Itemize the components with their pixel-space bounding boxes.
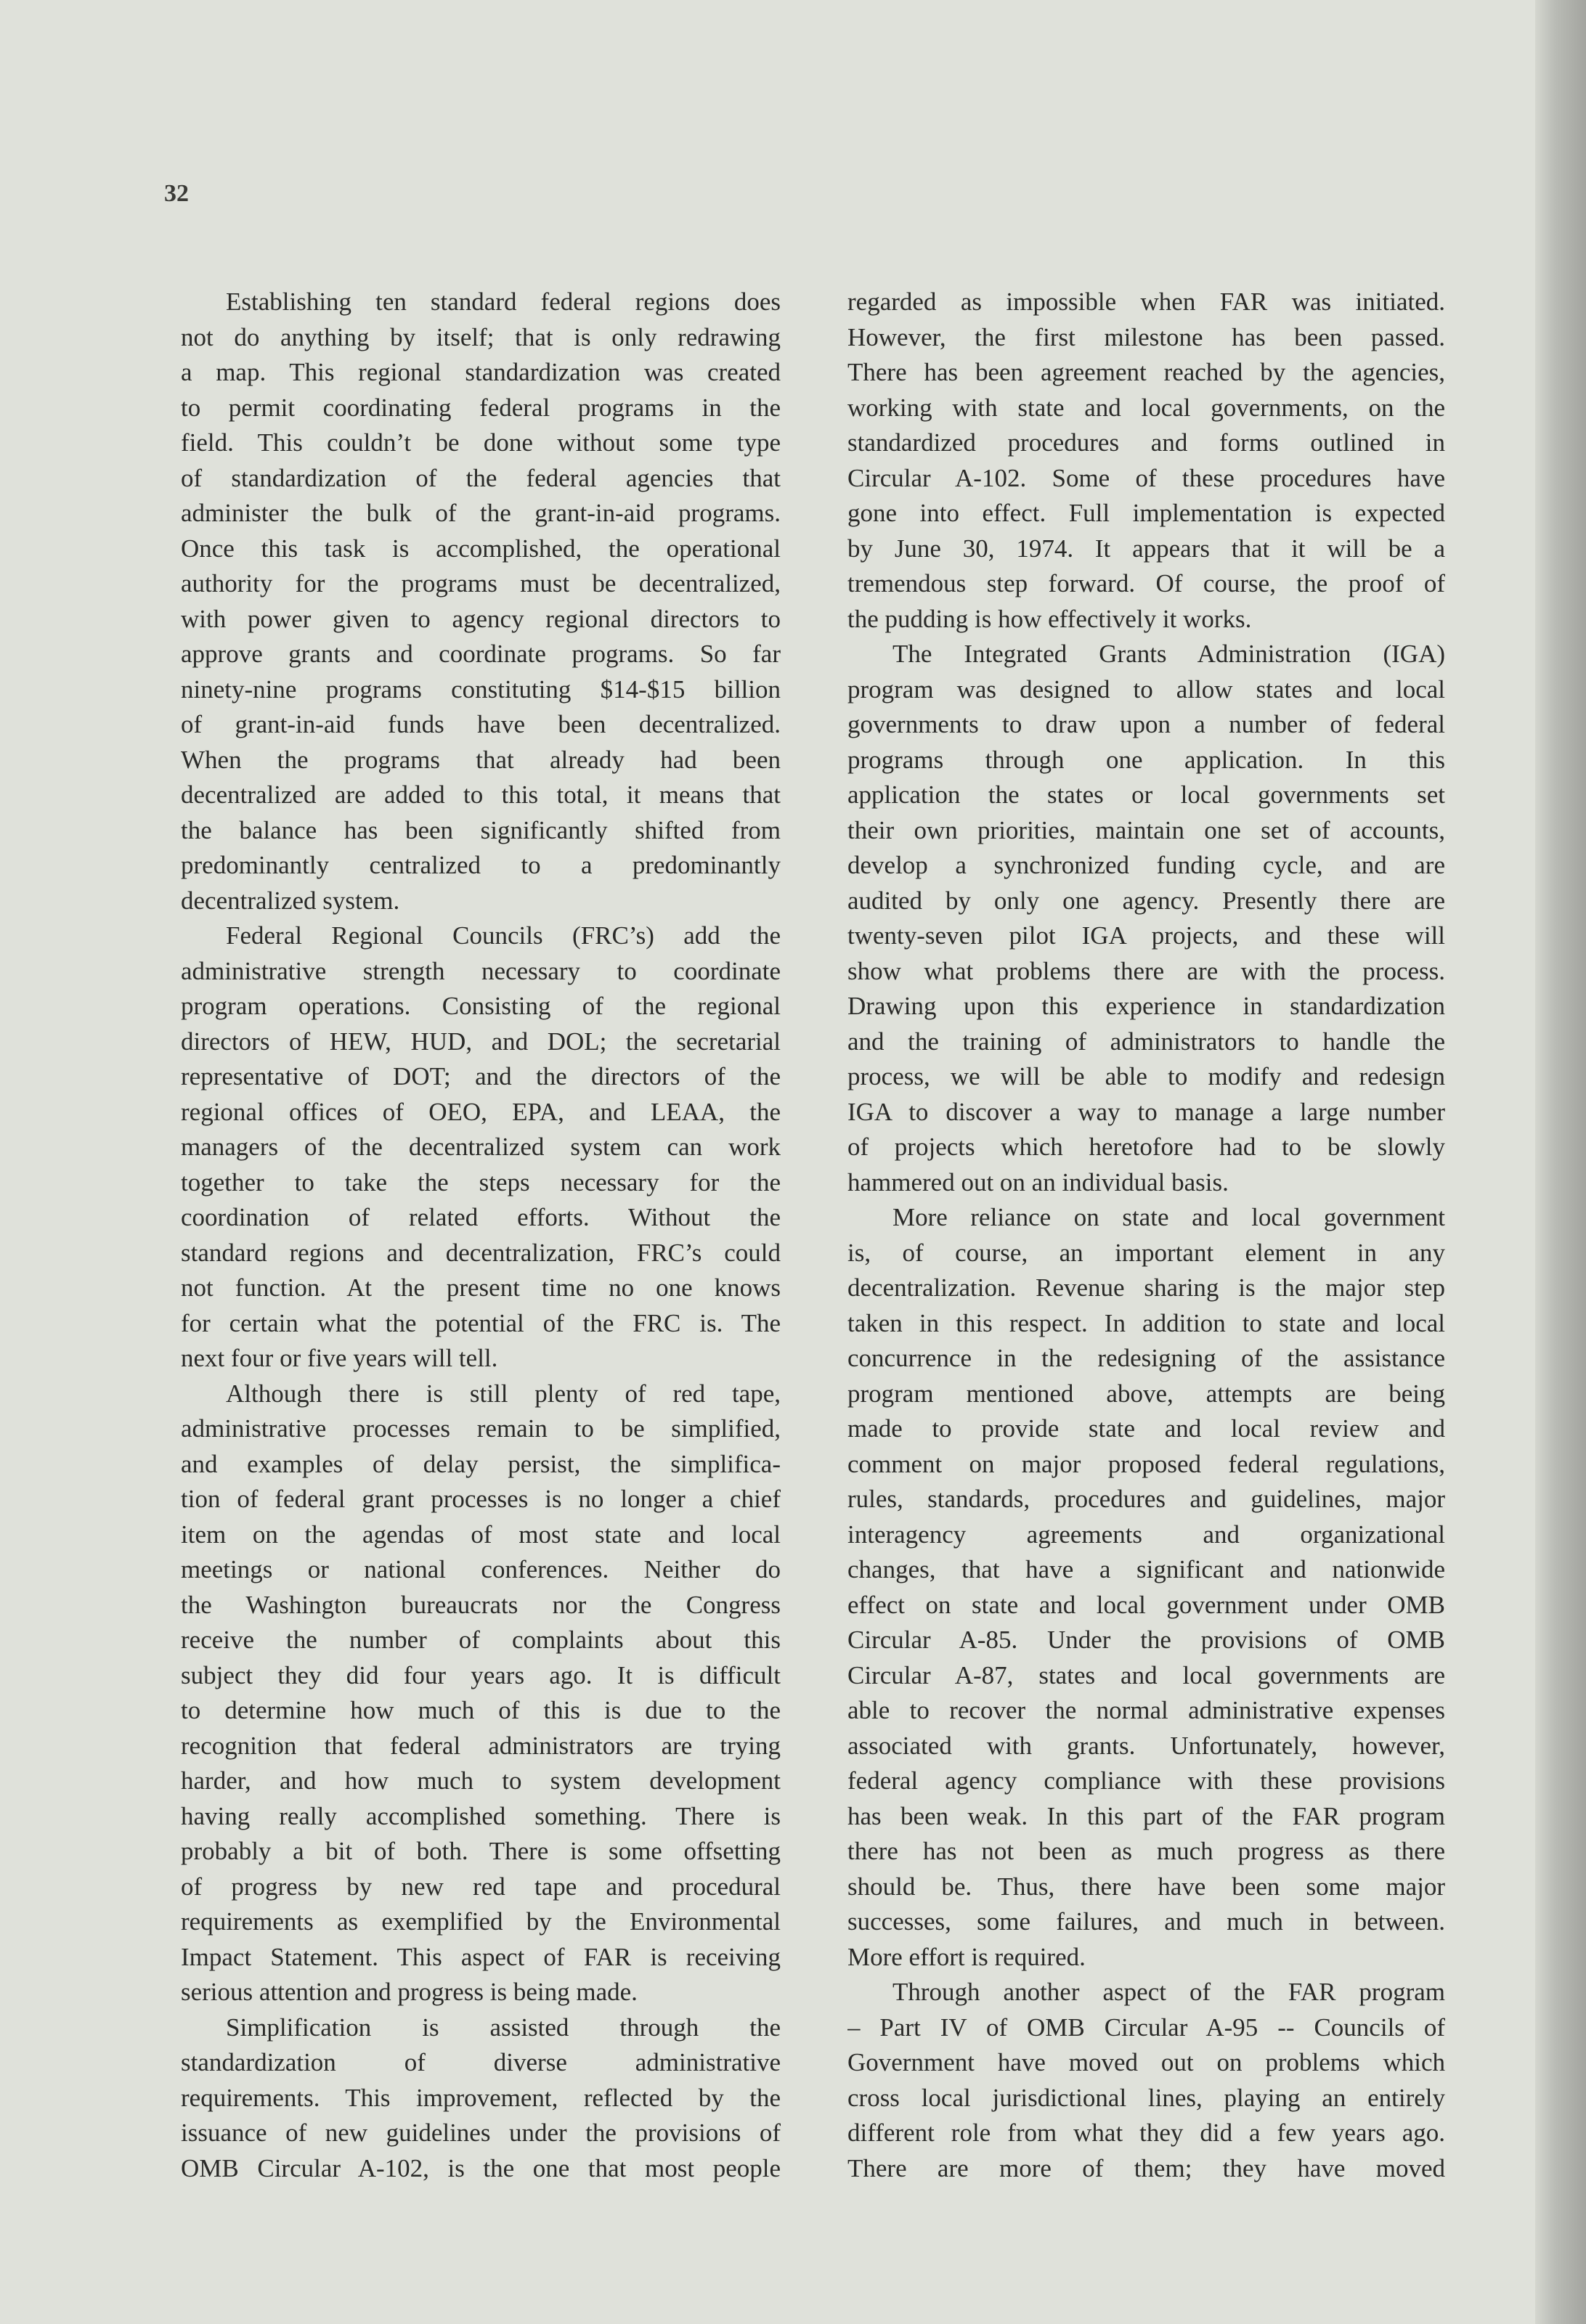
text-line: show what problems there are with the process. (847, 956, 1445, 985)
text-line: However, the first milestone has been passed. (847, 322, 1445, 351)
text-line: develop a synchronized funding cycle, and are (847, 851, 1445, 879)
text-line: standardized procedures and forms outlined in (847, 428, 1445, 457)
text-line: having really accomplished something. There is (181, 1801, 781, 1830)
text-line: directors of HEW, HUD, and DOL; the secretarial (181, 1027, 781, 1056)
text-line: application the states or local governments set (847, 780, 1445, 809)
text-line: governments to draw upon a number of federal (847, 710, 1445, 738)
text-line: Federal Regional Councils (FRC’s) add the (226, 921, 781, 950)
text-line: Impact Statement. This aspect of FAR is receiving (181, 1942, 781, 1971)
text-line: successes, some failures, and much in between. (847, 1907, 1445, 1936)
text-line: concurrence in the redesigning of the assistance (847, 1344, 1445, 1372)
text-line: not do anything by itself; that is only redrawing (181, 322, 781, 351)
paragraph (847, 285, 1445, 637)
text-line: a map. This regional standardization was created (181, 358, 781, 386)
text-line: program operations. Consisting of the regional (181, 992, 781, 1020)
text-line: interagency agreements and organizational (847, 1520, 1445, 1549)
text-line: When the programs that already had been (181, 745, 781, 774)
text-line: effect on state and local government under OMB (847, 1590, 1445, 1619)
text-line: next four or five years will tell. (181, 1344, 498, 1372)
text-line: item on the agendas of most state and local (181, 1520, 781, 1549)
text-line: gone into effect. Full implementation is expected (847, 499, 1445, 527)
text-line: regional offices of OEO, EPA, and LEAA, the (181, 1097, 781, 1126)
paragraph (181, 2010, 781, 2187)
text-line: IGA to discover a way to manage a large number (847, 1097, 1445, 1126)
text-line: the Washington bureaucrats nor the Congress (181, 1590, 781, 1619)
text-line: there has not been as much progress as there (847, 1837, 1445, 1865)
text-line: Government have moved out on problems which (847, 2048, 1445, 2076)
paragraph (181, 918, 781, 1377)
text-line: tion of federal grant processes is no longer a chief (181, 1485, 781, 1513)
text-line: meetings or national conferences. Neither do (181, 1555, 781, 1583)
text-line: to determine how much of this is due to the (181, 1696, 781, 1724)
text-line: Establishing ten standard federal regions does (226, 288, 781, 316)
text-line: taken in this respect. In addition to state and local (847, 1308, 1445, 1337)
text-line: comment on major proposed federal regulations, (847, 1449, 1445, 1478)
text-line: There has been agreement reached by the agencies, (847, 358, 1445, 386)
text-line: Circular A-85. Under the provisions of OMB (847, 1626, 1445, 1654)
text-line: recognition that federal administrators are trying (181, 1731, 781, 1760)
text-line: authority for the programs must be decentralized, (181, 569, 781, 598)
right-column (847, 285, 1445, 2186)
text-line: issuance of new guidelines under the provisions of (181, 2119, 781, 2147)
text-line: ninety-nine programs constituting $14-$15 billion (181, 674, 781, 704)
text-line: not function. At the present time no one knows (181, 1273, 781, 1302)
text-line: their own priorities, maintain one set of accounts, (847, 815, 1445, 844)
text-line: the balance has been significantly shifted from (181, 815, 781, 844)
text-line: managers of the decentralized system can work (181, 1133, 781, 1161)
text-line: process, we will be able to modify and redesign (847, 1062, 1445, 1090)
text-line: requirements. This improvement, reflected by the (181, 2083, 781, 2112)
text-line: decentralization. Revenue sharing is the major step (847, 1273, 1445, 1302)
text-line: program mentioned above, attempts are being (847, 1379, 1445, 1408)
text-line: decentralized are added to this total, it means that (181, 780, 781, 809)
text-line: Drawing upon this experience in standardization (847, 992, 1445, 1020)
text-line: Circular A-87, states and local governments are (847, 1660, 1445, 1689)
text-line: should be. Thus, there have been some major (847, 1872, 1445, 1901)
text-line: audited by only one agency. Presently there are (847, 886, 1445, 915)
text-line: – Part IV of OMB Circular A-95 -- Councils of (847, 2013, 1445, 2042)
text-line: OMB Circular A-102, is the one that most people (181, 2153, 781, 2182)
text-line: rules, standards, procedures and guidelines, major (847, 1485, 1445, 1513)
paragraph (847, 1975, 1445, 2186)
text-line: representative of DOT; and the directors of the (181, 1062, 781, 1090)
text-line: field. This couldn’t be done without some type (181, 428, 781, 457)
text-line: made to provide state and local review and (847, 1414, 1445, 1443)
text-line: with power given to agency regional directors to (181, 604, 781, 633)
text-line: of standardization of the federal agencies that (181, 463, 781, 492)
text-line: Simplification is assisted through the (226, 2013, 781, 2042)
text-line: Although there is still plenty of red tape, (226, 1379, 781, 1408)
text-line: hammered out on an individual basis. (847, 1167, 1229, 1196)
text-line: approve grants and coordinate programs. So far (181, 640, 781, 668)
text-line: administrative strength necessary to coordinate (181, 956, 781, 985)
text-line: decentralized system. (181, 886, 400, 915)
text-line: program was designed to allow states and local (847, 674, 1445, 704)
text-line: receive the number of complaints about this (181, 1626, 781, 1654)
text-line: More reliance on state and local government (892, 1203, 1445, 1231)
text-line: associated with grants. Unfortunately, however, (847, 1731, 1445, 1760)
text-line: twenty-seven pilot IGA projects, and these will (847, 921, 1445, 950)
text-line: to permit coordinating federal programs in the (181, 393, 781, 422)
text-line: working with state and local governments, on the (847, 393, 1445, 422)
text-line: programs through one application. In this (847, 745, 1445, 774)
text-line: of grant-in-aid funds have been decentralized. (181, 710, 781, 738)
text-line: Through another aspect of the FAR program (892, 1978, 1445, 2006)
text-line: changes, that have a significant and nationwide (847, 1555, 1445, 1583)
text-line: for certain what the potential of the FRC is. The (181, 1308, 781, 1337)
text-line: by June 30, 1974. It appears that it will be a (847, 534, 1445, 563)
text-line: and examples of delay persist, the simplifica- (181, 1449, 781, 1478)
text-line: subject they did four years ago. It is difficult (181, 1660, 781, 1689)
text-line: and the training of administrators to handle the (847, 1027, 1445, 1056)
text-line: federal agency compliance with these provisions (847, 1766, 1445, 1795)
paragraph (847, 1200, 1445, 1975)
text-line: probably a bit of both. There is some offsetting (181, 1837, 781, 1865)
text-line: cross local jurisdictional lines, playing an entirely (847, 2083, 1445, 2112)
text-line: of projects which heretofore had to be slowly (847, 1133, 1445, 1161)
paragraph (847, 637, 1445, 1200)
text-line: Circular A-102. Some of these procedures have (847, 463, 1445, 492)
page-number: 32 (164, 180, 189, 207)
text-line: of progress by new red tape and procedural (181, 1872, 781, 1901)
text-line: administer the bulk of the grant-in-aid programs. (181, 499, 781, 527)
text-line: standard regions and decentralization, FRC’s could (181, 1238, 781, 1267)
text-line: able to recover the normal administrative expenses (847, 1696, 1445, 1724)
text-line: serious attention and progress is being made. (181, 1978, 638, 2006)
text-line: requirements as exemplified by the Environmental (181, 1907, 781, 1936)
text-line: harder, and how much to system development (181, 1766, 781, 1795)
text-line: different role from what they did a few years ago. (847, 2119, 1445, 2147)
text-line: administrative processes remain to be simplified, (181, 1414, 781, 1443)
text-line: The Integrated Grants Administration (IGA) (892, 640, 1445, 668)
text-line: tremendous step forward. Of course, the proof of (847, 569, 1445, 598)
text-line: predominantly centralized to a predominantly (181, 851, 781, 879)
text-line: coordination of related efforts. Without the (181, 1203, 781, 1231)
paragraph (181, 1377, 781, 2010)
text-line: standardization of diverse administrative (181, 2048, 781, 2076)
text-line: Once this task is accomplished, the operational (181, 534, 781, 563)
text-line: is, of course, an important element in any (847, 1238, 1445, 1267)
page-edge-shadow (1535, 0, 1586, 2324)
left-column (181, 285, 781, 2186)
text-line: More effort is required. (847, 1942, 1086, 1971)
text-line: together to take the steps necessary for the (181, 1167, 781, 1196)
text-line: There are more of them; they have moved (847, 2153, 1445, 2182)
text-line: regarded as impossible when FAR was initiated. (847, 288, 1445, 316)
paragraph (181, 285, 781, 918)
text-line: has been weak. In this part of the FAR program (847, 1801, 1445, 1830)
text-line: the pudding is how effectively it works. (847, 604, 1252, 633)
